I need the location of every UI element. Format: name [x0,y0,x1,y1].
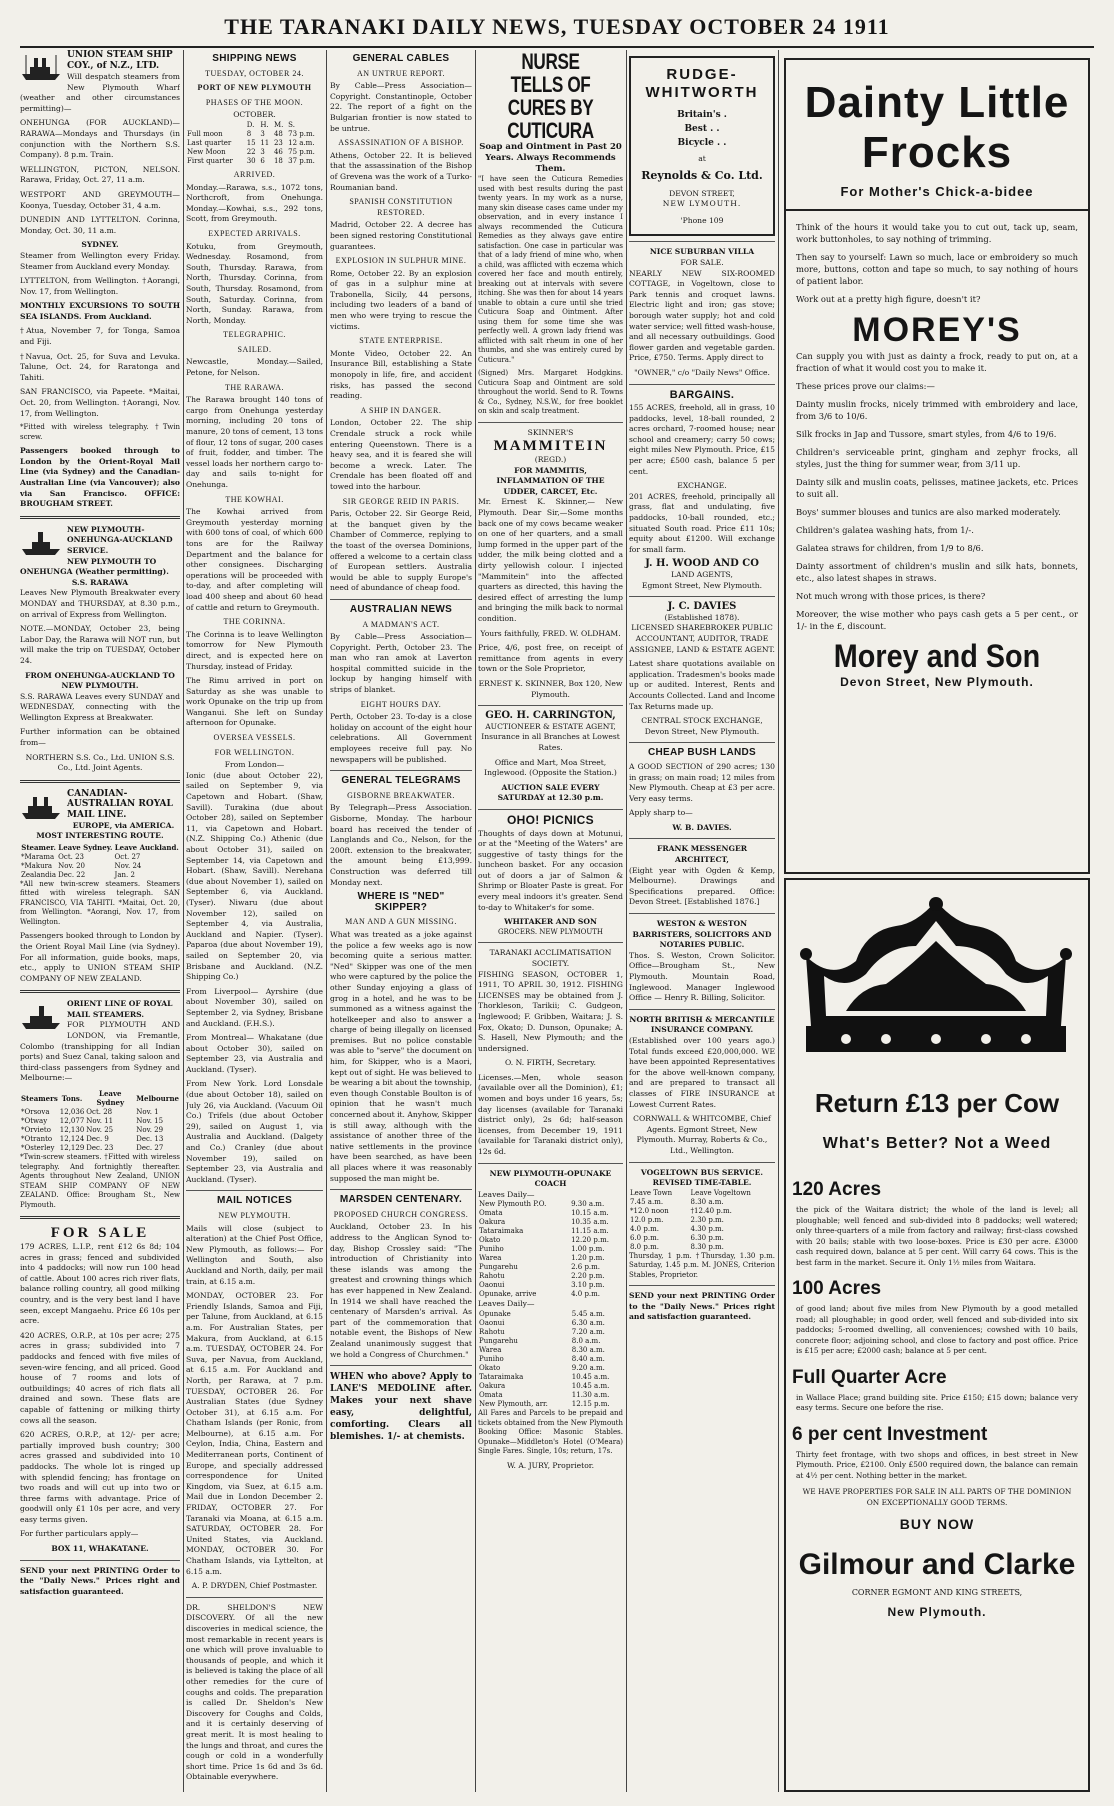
column-shipping-ads [20,50,180,1792]
orient-sailings-table: Steamers Tons. Leave Sydney Melbourne *Orsova 12,036 Oct. 28 Nov. 1 *Otway 12,077 Nov. 11 Nov. 15 *Orvieto 12,130 Nov. 25 Nov. 29 *Otranto 12,124 Dec. 9 Dec. 13 *Osterley 12,129 Dec. 23 Dec. 27 [21,1089,179,1153]
vogeltown-bus-table: Leave Town Leave Vogeltown 7.45 a.m. 8.30 a.m. *12.0 noon †12.40 p.m. 12.0 p.m. 2.30 p.m. 4.0 p.m. 4.30 p.m. 6.0 p.m. 6.30 p.m. 8.0 p.m. 8.30 p.m. [630,1188,751,1251]
canadian-sailings-table: Steamer. Leave Sydney. Leave Auckland. *Marama Oct. 23 Oct. 27 *Makura Nov. 20 Nov. 24 Zealandia Dec. 22 Jan. 2 [21,842,179,879]
cuticura-headline: NURSE TELLS OF CURES BY CUTICURA [507,50,594,143]
lanes-medoline-ad: WHEN who above? Apply to LANE'S MEDOLINE after. Makes your next shave easy, delightful, comforting. Clears all blemishes. 1/- at chemists. [330,1372,472,1443]
dainty-frocks-ad: Dainty Little Frocks For Mother's Chick-a-bidee Think of the hours it would take you to cut out, tack up, seam, work buttonholes, to say nothing of trimming. Then say to yourself: Lawn so much, lace or embroidery so much more, buttons, cotton and tape so much, to say nothing of hours of patient labor. Work out at a pretty high figure, doesn't it? MOREY'S Can supply you with just as dainty a frock, ready to put on, at a fraction of what it would cost you to make it. These prices prove our claims:— Dainty muslin frocks, nicely trimmed with embroidery and lace, from 3/6 to 10/6. Silk frocks in Jap and Tussore, smart styles, from 4/6 to 19/6. Children's serviceable print, gingham and zephyr frocks, all styles, just the thing for summer wear, from 3/11 up. Dainty silk and muslin coats, pelisses, matinee jackets, etc. Prices to suit all. Boys' summer blouses and tunics are also marked moderately. Children's galatea washing hats, from 1/-. Galatea straws for children, from 1/9 to 8/6. Dainty assortment of children's muslin and silk hats, bonnets, etc., also latest shapes in straws. Not much wrong with those prices, is there? Moreover, the wise mother who pays cash gets a 5 per cent., or 1/- in the £, discount. Morey and Son Devon Street, New Plymouth. [784,58,1090,874]
canadian-australian-ad: CANADIAN-AUSTRALIAN ROYAL MAIL LINE. EUROPE, via AMERICA. MOST INTERESTING ROUTE. Steamer. Leave Sydney. Leave Auckland. *Marama Oct. 23 Oct. 27 *Makura Nov. 20 Nov. 24 Zealandia Dec. 22 Jan. 2 *All new twin-screw steamers. Steamers fitted with wireless telegraph. SAN FRANCISCO, VIA TAHITI. *Maitai, Oct. 20, from Wellington. *Aorangi, Nov. 17, from Wellington. Passengers booked through to London by the Orient Royal Mail Line (via Sydney). For all information, guide books, maps, etc., apply to UNION STEAM SHIP COMPANY OF NEW ZEALAND. [20,788,180,983]
masthead-rule [20,46,1094,48]
column-local-ads: RUDGE- WHITWORTH Britain's . Best . . Bicycle . . at Reynolds & Co. Ltd. DEVON STREET, NEW LYMOUTH. 'Phone 109 NICE SUBURBAN VILLA FOR SALE. NEARLY NEW SIX-ROOMED COTTAGE, in Vogeltown, close to Park tennis and croquet lawns. Electric light and iron; gas stove; borough water supply; hot and cold water service; well fitted wash-house, and all necessary outbuildings. Good flower garden and vegetable garden. Price, £750. Terms. Apply direct to "OWNER," c/o "Daily News" Office. BARGAINS. 155 ACRES, freehold, all in grass, 10 paddocks, level, 18-ball rounded, 2 acres orchard, 7-roomed house; near school and creamery; carry 50 cows; eight miles New Plymouth. Price, £15 per acre; £500 cash, balance 5 per cent. EXCHANGE. 201 ACRES, freehold, principally all grass, flat and undulating, five paddocks, 10-ball rounded, etc.; situated South road. Price £11 10s; equity about £1200. Will exchange for small farm. J. H. WOOD AND CO LAND AGENTS, Egmont Street, New Plymouth. J. C. DAVIES (Established 1878). LICENSED SHAREBROKER PUBLIC ACCOUNTANT, AUDITOR, TRADE ASSIGNEE, LAND & ESTATE AGENT. Latest share quotations available on application. Tradesmen's books made up or audited. Interest, Rents and Accounts Collected. Land and Income Tax Returns made up. CENTRAL STOCK EXCHANGE, Devon Street, New Plymouth. CHEAP BUSH LANDS A GOOD SECTION of 290 acres; 130 in grass; on main road; 12 miles from New Plymouth. Cheap at £3 per acre. Very easy terms. Apply sharp to— W. B. DAVIES. FRANK MESSENGER ARCHITECT, (Eight year with Ogden & Kemp, Melbourne). Drawings and Specifications prepared. Office: Devon Street. [Established 1876.] WESTON & WESTON BARRISTERS, SOLICITORS AND NOTARIES PUBLIC. Thos. S. Weston, Crown Solicitor. Office—Brougham St., New Plymouth. Mountain Road, Inglewood. Manager Inglewood Office — Henry R. Billing, Solicitor. NORTH BRITISH & MERCANTILE INSURANCE COMPANY. (Established over 100 years ago.) Total funds exceed £20,000,000. WE have been appointed Representatives for the above well-known company, and are prepared to transact all classes of FIRE INSURANCE at Lowest Current Rates. CORNWALL & WHITCOMBE, Chief Agents. Egmont Street, New Plymouth. Murray, Roberts & Co., Ltd., Wellington. VOGELTOWN BUS SERVICE. REVISED TIME-TABLE. Leave Town Leave Vogeltown 7.45 a.m. 8.30 a.m. *12.0 noon †12.40 p.m. 12.0 p.m. 2.30 p.m. 4.0 p.m. 4.30 p.m. 6.0 p.m. 6.30 p.m. 8.0 p.m. 8.30 p.m. Thursday, 1 p.m. †Thursday, 1.30 p.m. Saturday, 1.45 p.m. M. JONES, Criterion Stables, Proprietor. SEND your next PRINTING Order to the "Daily News." Prices right and satisfaction guaranteed. [629,50,775,1792]
masthead: THE TARANAKI DAILY NEWS, TUESDAY OCTOBER 24 1911 [224,14,890,39]
mail-notices-heading: MAIL NOTICES [216,1195,293,1207]
usc-title: UNION STEAM SHIP COY., of N.Z., LTD. [67,50,173,71]
orient-line-ad: ORIENT LINE OF ROYAL MAIL STEAMERS. FOR PLYMOUTH AND LONDON, via Fremantle, Colombo (transhipping for all Indian ports) and Suez Canal, taking saloon and third-class passengers from Sydney and Melbourne:— Steamers Tons. Leave Sydney Melbourne *Orsova 12,036 Oct. 28 Nov. 1 *Otway 12,077 Nov. 11 Nov. 15 *Orvieto 12,130 Nov. 25 Nov. 29 *Otranto 12,124 Dec. 9 Dec. 13 *Osterley 12,129 Dec. 23 Dec. 27 *Twin-screw steamers. †Fitted with wireless telegraphy. And fortnightly thereafter. Agents throughout New Zealand, UNION STEAM SHIP COMPANY OF NEW ZEALAND. Office: Brougham St., New Plymouth. [20,999,180,1209]
usc-ad: UNION STEAM SHIP COY., of N.Z., LTD. Will despatch steamers from New Plymouth Wharf (weather and other circumstances permitting)— ONEHUNGA (FOR AUCKLAND)— RARAWA—Mondays and Thursdays (in conjunction with the Northern S.S. Company). 8 p.m. Train. WELLINGTON, PICTON, NELSON. Rarawa, Friday, Oct. 27, 11 a.m. WESTPORT AND GREYMOUTH— Koonya, Tuesday, October 31, 4 a.m. DUNEDIN AND LYTTELTON. Corinna, Monday, Oct. 30, 11 a.m. SYDNEY. Steamer from Wellington every Friday. Steamer from Auckland every Monday. LYTTELTON, from Wellington. †Aorangi, Nov. 17, from Wellington. MONTHLY EXCURSIONS TO SOUTH SEA ISLANDS. From Auckland. †Atua, November 7, for Tonga, Samoa and Fiji. †Navua, Oct. 25, for Suva and Levuka. Talune, Oct. 24, for Raratonga and Tahiti. SAN FRANCISCO, via Papeete. *Maitai, Oct. 20, from Wellington. †Aorangi, Nov. 17, from Wellington. *Fitted with wireless telegraphy. †Twin screw. Passengers booked through to London by the Orient-Royal Mail Line (via Sydney) and the Canadian-Australian Line (via Vancouver); also via San Francisco. OFFICE: BROUGHAM STREET. [20,50,180,509]
gilmour-clarke-heading: Gilmour and Clarke [798,1548,1076,1581]
general-telegrams-heading: GENERAL TELEGRAMS [341,775,461,787]
crown-icon [786,896,1086,1066]
shipping-news-heading: SHIPPING NEWS [212,53,297,64]
australian-news-heading: AUSTRALIAN NEWS [349,603,453,615]
steamship-icon [20,1001,62,1031]
coach-table-return: Opunake 5.45 a.m. Oaonui 6.30 a.m. Rahotu 7.20 a.m. Pungarehu 8.0 a.m. Warea 8.30 a.m. Puniho 8.40 a.m. Okato 9.20 a.m. Tataraimaka 10.45 a.m. Oakura 10.45 a.m. Omata 11.30 a.m. New Plymouth, arr. 12.15 p.m. [479,1310,610,1408]
column-cuticura-ads: NURSE TELLS OF CURES BY CUTICURA Soap and Ointment in Past 20 Years. Always Recommends Them. "I have seen the Cuticura Remedies used with best results during the past twenty years. In my work as a nurse, many skin disease cases came under my observation, and in every instance I always recommended the Cuticura Remedies as they always gave entire satisfaction. One case in particular was that of a lady friend of mine who, when a child, was afflicted with eczema which covered her face and mouth entirely, breaking out at intervals with severe itching. She was then for about 14 years unable to obtain a cure until she tried Cuticura Soap and Ointment. After using them for some time she was perfectly well. A grown lady friend was afflicted with salt rheum in one of her thumbs, and she was entirely cured by Cuticura." (Signed) Mrs. Margaret Hodgkins. Cuticura Soap and Ointment are sold throughout the world. Send to R. Towns & Co., Sydney, N.S.W., for free booklet on skin and scalp treatment. SKINNER'S MAMMITEIN (REGD.) FOR MAMMITIS, INFLAMMATION OF THE UDDER, CARCET, Etc. Mr. Ernest K. Skinner,— New Plymouth. Dear Sir,—Some months back one of my cows became weaker on one of her quarters, and a small lump formed in the upper part of the udder, the milk being clotted and a dirty yellowish colour. I injected "Mammitein" into the affected quarters as directed, this having the desired effect of arresting the lump and bringing the milk back to normal condition. Yours faithfully, FRED. W. OLDHAM. Price, 4/6, post free, on receipt of remittance from agents in every town or the Sole Proprietor, ERNEST K. SKINNER, Box 120, New Plymouth. GEO. H. CARRINGTON, AUCTIONEER & ESTATE AGENT, Insurance in all Branches at Lowest Rates. Office and Mart, Moa Street, Inglewood. (Opposite the Station.) AUCTION SALE EVERY SATURDAY at 12.30 p.m. OHO! PICNICS Thoughts of days down at Motunui, or at the "Meeting of the Waters" are suggestive of tasty things for the luncheon basket. For any occasion out of doors a jar of Salmon & Shrimp or Bloater Paste is great. For every meal indoors it's greater. Send to-day to Whitaker's for some. WHITAKER AND SON GROCERS. NEW PLYMOUTH TARANAKI ACCLIMATISATION SOCIETY. FISHING SEASON, OCTOBER 1, 1911, TO APRIL 30, 1912. FISHING LICENSES may be obtained from J. Thorkleson, Tarikii; C. Gudgeon, Inglewood; F. Gribben, Waitara; J. S. Fox, Okato; D. Dunson, Opunake; A. S. Hasell, New Plymouth; and the undersigned. O. N. FIRTH, Secretary. Licenses.—Men, whole season (available over all the Dominion), £1; women and boys under 16 years, 5s; day licenses (available for Taranaki district only), 2s 6d; half-season licenses, from December 19, 1911 (available for Taranaki district only), 12s 6d. NEW PLYMOUTH-OPUNAKE COACH Leaves Daily— New Plymouth P.O. 9.30 a.m. Omata 10.15 a.m. Oakura 10.35 a.m. Tataraimaka 11.15 a.m. Okato 12.20 p.m. Puniho 1.00 p.m. Warea 1.20 p.m. Pungarehu 2.6 p.m. Rahotu 2.20 p.m. Oaonui 3.10 p.m. Opunake, arrive 4.0 p.m. Leaves Daily— Opunake 5.45 a.m. Oaonui 6.30 a.m. Rahotu 7.20 a.m. Pungarehu 8.0 a.m. Warea 8.30 a.m. Puniho 8.40 a.m. Okato 9.20 a.m. Tataraimaka 10.45 a.m. Oakura 10.45 a.m. Omata 11.30 a.m. New Plymouth, arr. 12.15 p.m. All Fares and Parcels to be prepaid and tickets obtained from the New Plymouth Booking Office: Masonic Stables. Opunake—Middleton's Hotel (O'Meara) Single Fares. Single, 10s; return, 17s. W. A. JURY, Proprietor. [478,50,623,1470]
marsden-heading: MARSDEN CENTENARY. [339,1194,463,1206]
moon-phases-table: D. H. M. S. Full moon 8 3 48 73 p.m. Last quarter 15 11 23 12 a.m. New Moon 22 3 46 75 p.m. First quarter 30 6 18 37 p.m. [187,120,315,165]
ned-skipper-heading: WHERE IS "NED" SKIPPER? [357,891,445,913]
oho-picnics-heading: OHO! PICNICS [507,812,594,827]
nps-ad: NEW PLYMOUTH-ONEHUNGA-AUCKLAND SERVICE. NEW PLYMOUTH TO ONEHUNGA (Weather permitting). S.S. RARAWA Leaves New Plymouth Breakwater every MONDAY and THURSDAY, at 8.30 p.m., on arrival of Express from Wellington. NOTE.—MONDAY, October 23, being Labor Day, the Rarawa will NOT run, but will make the trip on TUESDAY, October 24. FROM ONEHUNGA-AUCKLAND TO NEW PLYMOUTH. S.S. RARAWA Leaves every SUNDAY and WEDNESDAY, connecting with the Wellington Express at Breakwater. Further information can be obtained from— NORTHERN S.S. Co., Ltd. UNION S.S. Co., Ltd. Joint Agents. [20,524,180,773]
steamship-icon [20,52,62,82]
dainty-little-heading: Dainty Little [804,78,1070,127]
coach-table-outbound: New Plymouth P.O. 9.30 a.m. Omata 10.15 a.m. Oakura 10.35 a.m. Tataraimaka 11.15 a.m. Okato 12.20 p.m. Puniho 1.00 p.m. Warea 1.20 p.m. Pungarehu 2.6 p.m. Rahotu 2.20 p.m. Oaonui 3.10 p.m. Opunake, arrive 4.0 p.m. [479,1200,609,1299]
rudge-whitworth-ad: RUDGE- WHITWORTH Britain's . Best . . Bicycle . . at Reynolds & Co. Ltd. DEVON STREET, NEW LYMOUTH. 'Phone 109 [629,56,775,236]
column-cables: GENERAL CABLES AN UNTRUE REPORT. By Cable—Press Association—Copyright. Constantinople, October 22. The report of a fight on the Bulgarian frontier is now stated to be untrue. ASSASSINATION OF A BISHOP. Athens, October 22. It is believed that the assassination of the Bishop of Grevena was the work of a Turko-Roumanian band. SPANISH CONSTITUTION RESTORED. Madrid, October 22. A decree has been signed restoring Constitutional guarantees. EXPLOSION IN SULPHUR MINE. Rome, October 22. By an explosion of gas in a sulphur mine at Trabonella, Sicily, 44 persons, including two leaders of a band of men who were trying to rescue the victims. STATE ENTERPRISE. Monte Video, October 22. An Insurance Bill, establishing a State monopoly in life, fire, and accident risks, has passed the second reading. A SHIP IN DANGER. London, October 22. The ship Crendale struck a rock while entering Queenstown. There is a heavy sea, and it is feared she will become a wreck. Later. The Crendale has been floated off and towed into the harbour. SIR GEORGE REID IN PARIS. Paris, October 22. Sir George Reid, at the banquet given by the Chamber of Commerce, replying to the toast of the oversea Dominions, offered a welcome to a certain class of European settlers. Australia would be able to supply Europe's need of abundance of cheap food. AUSTRALIAN NEWS A MADMAN'S ACT. By Cable—Press Association—Copyright. Perth, October 23. The man who ran amok at Laverton hospital committed suicide in the lockup by hanging himself with strips of blanket. EIGHT HOURS DAY. Perth, October 23. To-day is a close holiday on account of the eight hour celebrations. All Government employees receive full pay. No newspapers will be published. GENERAL TELEGRAMS GISBORNE BREAKWATER. By Telegraph—Press Association. Gisborne, Monday. The harbour board has received the tender of Langlands and Co., Nelson, for the 200ft. extension to the breakwater, the amount being £13,999. Construction was deferred till Monday next. WHERE IS "NED" SKIPPER? MAN AND A GUN MISSING. What was treated as a joke against the police a few weeks ago is now becoming quite a serious matter. "Ned" Skipper was one of the men who were captured by the police the other Sunday enjoying a glass of grog in a hotel, and he was to be summoned as a witness against the hotelkeeper and also to answer a charge of being illegally on licensed premises. But no police constable was able to "serve" the document on him, for Skipper, who is a Maori, kept out of sight. He was believed to be wearing a bit about the township, even though Constable Boulton is of opinion that he wasn't much concerned about it. Anyhow, Skipper is still away, although with the assistance of another three of the native settlements in the province have been searched, as have been all places where it was reasonably supposed the man might be. MARSDEN CENTENARY. PROPOSED CHURCH CONGRESS. Auckland, October 23. In his address to the Anglican Synod to-day, Bishop Crossley said: "The introduction of Christianity into these islands was among the greatest and crowning things which has ever happened in New Zealand. In 1914 we shall have reached the centenary of Marsden's arrival. As part of the commemoration that notable event, the Bishops of New Zealand unanimously suggest that we hold a Congress of Churchmen." WHEN who above? Apply to LANE'S MEDOLINE after. Makes your next shave easy, delightful, comforting. Clears all blemishes. 1/- at chemists. [330,53,472,1443]
frocks-heading: Frocks [861,128,1013,177]
for-sale-ad: FOR SALE 179 ACRES, L.I.P., rent £12 6s 8d; 104 acres in grass; fenced and subdivided into 4 paddocks; will now run 100 head of cattle. About 100 acres rich river flats, balance rolling country, all good milking country, and is the very best land I have seen, except Mangaehu. Price £6 10s per acre. 420 ACRES, O.R.P., at 10s per acre; 275 acres in grass; subdivided into 7 paddocks and fenced with five miles of seven-wire fencing, and all priced. Good house of 7 rooms and lots of outbuildings; 40 acres of rich flats all drained and sown. These flats are capable of fattening or milking thirty cows all the season. 620 ACRES, O.R.P., at 12/- per acre; partially improved bush country; 300 acres grassed and subdivided into 10 paddocks. The whole lot is ringed up with splendid fencing; has frontage on two roads and will cut up into two or three farms with advantage. Price of goodwill only £1 10s per acre, and very easy terms given. For further particulars apply— BOX 11, WHAKATANE. SEND your next PRINTING Order to the "Daily News." Prices right and satisfaction guaranteed. [20,1225,180,1596]
gilmour-clarke-ad: Return £13 per Cow What's Better? Not a Weed 120 Acres the pick of the Waitara district; the whole of the land is level; all ploughable; well fenced and sub-divided into 8 paddocks; well watered; only three-quarters of a mile from factory and railway; first-class cowshed with 20 bails; stable with two loose-boxes. Price is £30 per acre. £3000 cash required down, balance at 5 per cent. Will carry 64 cows. This is the best farm in the market. Secure it. Only 1½ miles from Waitara. 100 Acres of good land; about five miles from New Plymouth by a good metalled road; all ploughable; in good order, well fenced and sub-divided into six paddocks; 5-roomed dwelling, all conveniences; cowshed with 10 bails, concrete floor; adjoining school, and close to factory and post office. Price is £15 per acre; £2000 cash; balance at 5 per cent. Full Quarter Acre in Wallace Place; grand building site. Price £150; £15 down; balance very easy terms. Secure one before the rise. 6 per cent Investment Thirty feet frontage, with two shops and offices, in best street in New Plymouth. Price, £2100. Only £500 required down, the balance can remain at 4½ per cent. Nothing better in the market. WE HAVE PROPERTIES FOR SALE IN ALL PARTS OF THE DOMINION ON EXCEPTIONALLY GOOD TERMS. BUY NOW Gilmour and Clarke CORNER EGMONT AND KING STREETS, New Plymouth. [784,878,1090,1792]
column-shipping-news: SHIPPING NEWS TUESDAY, OCTOBER 24. PORT OF NEW PLYMOUTH PHASES OF THE MOON. OCTOBER. D. H. M. S. Full moon 8 3 48 73 p.m. Last quarter 15 11 23 12 a.m. New Moon 22 3 46 75 p.m. First quarter 30 6 18 37 p.m. ARRIVED. Monday.—Rarawa, s.s., 1072 tons, Northcroft, from Onehunga. Monday.—Kowhai, s.s., 292 tons, Scott, from Greymouth. EXPECTED ARRIVALS. Kotuku, from Greymouth, Wednesday. Rosamond, from South, Thursday. Rarawa, from North, Thursday. Corinna, from South, Thursday. Rosamond, from South, Saturday. Corinna, from North, Sunday. Rarawa, from North, Monday. TELEGRAPHIC. SAILED. Newcastle, Monday.—Sailed, Petone, for Nelson. THE RARAWA. The Rarawa brought 140 tons of cargo from Onehunga yesterday morning, including 20 tons of manure, 20 tons of cement, 13 tons of flour, 12 tons of sugar, 200 cases of fruit, fodder, and timber. The vessel loads her northern cargo to-day and sails to-night for Onehunga. THE KOWHAI. The Kowhai arrived from Greymouth yesterday morning with 600 tons of coal, of which 600 tons are for the Railway Department and the balance for other consignees. Discharging operations will be proceeded with to-day, and after completing will load 400 sheep and about 60 head of cattle and return to Greymouth. THE CORINNA. The Corinna is to leave Wellington tomorrow for New Plymouth direct, and is expected here on Thursday, instead of Friday. The Rimu arrived in port on Saturday as she was unable to work Opunake on the trip up from Wanganui. She left on Sunday afternoon for Opunake. OVERSEA VESSELS. FOR WELLINGTON. From London— Ionic (due about October 22), sailed on September 9, via Capetown and Hobart. (Shaw, Savill). Turakina (due about October 28), sailed on September 11, via Capetown and Hobart. (N.Z. Shipping Co.) Athenic (due about October 31), sailed on September 14, via Capetown and Hobart. (Shaw, Savill). Nerehana (due about November 1), sailed on September 6, via Auckland. (Tyser). Niwaru (due about November 12), sailed on September 4, via Australia, Auckland and Napier. (Tyser). Paparoa (due about November 19), sailed on September 20, via Brisbane and Auckland. (N.Z. Shipping Co.) From Liverpool— Ayrshire (due about November 30), sailed on September 2, via Sydney, Brisbane and Auckland. (F.H.S.). From Montreal— Whakatane (due about October 30), sailed on September 23, via Australia and Auckland. (Tyser). From New York. Lord Lonsdale (due about October 18), sailed on July 26, via Auckland. (Vacuum Oil Co.) Trifels (due about October 29), sailed on August 1, via Australia and Auckland. (Dalgety and Co.) Cranley (due about November 19), sailed on September 23, via Australia and Auckland. (Tyser). MAIL NOTICES NEW PLYMOUTH. Mails will close (subject to alteration) at the Chief Post Office, New Plymouth, as follows:— For Wellington and South, also Auckland and North, daily, per mail train, at 6.15 a.m. MONDAY, OCTOBER 23. For Friendly Islands, Samoa and Fiji, per Talune, from Auckland, at 6.15 a.m. For Australian States, per Makura, from Auckland, at 6.15 a.m. TUESDAY, OCTOBER 24. For Suva, per Navua, from Auckland, at 6.15 a.m. For Auckland and North, per Rarawa, at 7 p.m. TUESDAY, OCTOBER 26. For Australian States (due Sydney October 31), at 6.15 a.m. For Chatham Islands (per Ronic, from Melbourne), at 6.15 a.m. For Ceylon, India, China, Eastern and Mediterranean ports, Continent of Europe, and specially addressed correspondence for United Kingdom, via Suez, at 6.15 a.m. Mail due in London December 2. FRIDAY, OCTOBER 27. For Taranaki via Moana, at 6.15 a.m. SATURDAY, OCTOBER 28. For United States, via Auckland. MONDAY, OCTOBER 30. For Chatham Islands, via Lyttelton, at 6.15 a.m. A. P. DRYDEN, Chief Postmaster. DR. SHELDON'S NEW DISCOVERY. Of all the new discoveries in medical science, the most remarkable in recent years is one which will prove invaluable to thousands of people, and which it is believed is taking the place of all other remedies for the cure of coughs and colds. The preparation is called Dr. Sheldon's New Discovery for Coughs and Colds, and it is certainly deserving of great merit. It is most healing to the lungs and throat, and cures the cough or cold in a wonderfully short time. Price 1s 6d and 3s 6d. Obtainable everywhere. [186,53,323,1782]
return-heading: Return £13 per Cow [814,1088,1060,1118]
morey-and-son-heading: Morey and Son [833,638,1041,674]
mammitein-title: MAMMITEIN [493,438,608,455]
moreys-heading: MOREY'S [852,311,1022,349]
steamship-icon [20,527,62,557]
general-cables-heading: GENERAL CABLES [352,53,450,64]
steamship-icon [20,791,62,821]
